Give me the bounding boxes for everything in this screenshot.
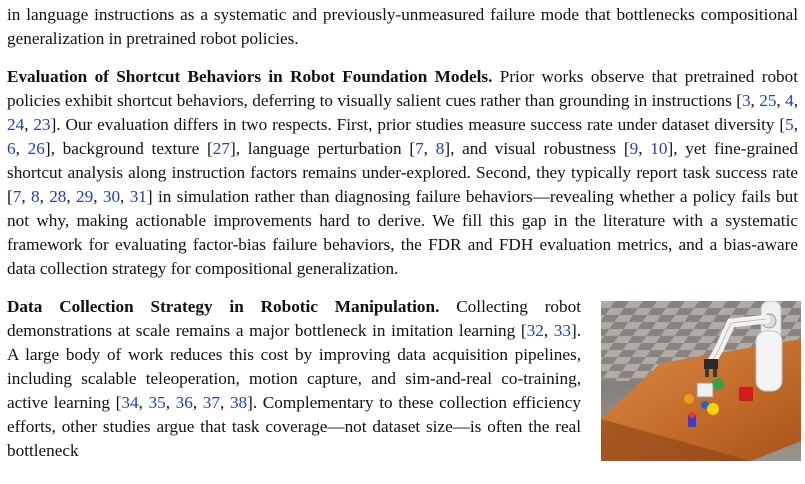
citation-link[interactable]: 29 [76, 187, 94, 206]
citation-link[interactable]: 32 [526, 321, 544, 340]
intro-line-2: compositional generalization in pretrained robot policies. [7, 5, 798, 48]
citation-link[interactable]: 7 [12, 187, 22, 206]
data-collection-paragraph: Data Collection Strategy in Robotic Manipulation. Collecting robot demonstrations at scale remains a major bottleneck in imitation learning [32, 33]. A large body of work reduces this cost by improving data acquisition pipelines, including scalable teleoperation, motion capture, and sim-and-real co-training, active learning [34, 35, 36, 37, 38]. Complementary to these collection efficiency efforts, other studies argue that task coverage—not dataset size—is often the real bottleneck [7, 297, 581, 460]
citation-link[interactable]: 37 [202, 393, 220, 412]
citation-link[interactable]: 8 [435, 139, 445, 158]
shortcut-text-2: ]. Our evaluation differs in two respects. First, prior studies measure success rate under dataset diversity [ [50, 115, 786, 134]
shortcut-text-5: ], and visual robustness [ [444, 139, 630, 158]
shortcut-heading: Evaluation of Shortcut Behaviors in Robot Foundation Models. [7, 67, 493, 86]
citation-link[interactable]: 27 [212, 139, 230, 158]
yellow-ball [707, 403, 719, 415]
shortcut-text-4: ], language perturbation [ [229, 139, 416, 158]
white-box [697, 383, 713, 397]
shortcut-text-1: Prior works observe that pretrained robot policies exhibit shortcut behaviors, deferring to visually salient cues rather than grounding in instructions [ [7, 67, 799, 110]
citation-link[interactable]: 8 [30, 187, 40, 206]
shortcut-text-3: ], background texture [ [44, 139, 213, 158]
data-collection-section [7, 295, 798, 463]
citation-link[interactable]: 28 [49, 187, 67, 206]
citation-link[interactable]: 34 [121, 393, 139, 412]
paper-page [7, 3, 798, 463]
citation-link[interactable]: 4 [785, 91, 794, 110]
data-text-3: ]. Complementary to these collection efficiency efforts, other studies argue that task coverage—not dataset size—is often the real bottleneck [7, 393, 581, 460]
citation-link[interactable]: 6 [7, 139, 16, 158]
red-cube [739, 387, 753, 401]
citation-link[interactable]: 24 [7, 115, 25, 134]
citation-link[interactable]: 25 [759, 91, 777, 110]
orange-ball [684, 394, 694, 404]
citation-link[interactable]: 26 [27, 139, 45, 158]
citation-link[interactable]: 3 [741, 91, 751, 110]
shortcut-paragraph: Evaluation of Shortcut Behaviors in Robot Foundation Models. Prior works observe that pretrained robot policies exhibit shortcut behaviors, deferring to visually salient cues rather than grounding in instructions [3, 25, 4, 24, 23]. Our evaluation differs in two respects. First, prior studies measure success rate under dataset diversity [5, 6, 26], background texture [27], language perturbation [7, 8], and visual robustness [9, 10], yet fine-grained shortcut analysis along instruction factors remains under-explored. Second, they typically report task success rate [7, 8, 28, 29, 30, 31] in simulation rather than diagnosing failure behaviors—revealing whether a policy fails but not why, making actionable improvements hard to derive. We fill this gap in the literature with a systematic framework for evaluating factor-bias failure behaviors, the FDR and FDH evaluation metrics, and a bias-aware data collection strategy for compositional generalization. [7, 67, 799, 278]
data-collection-heading: Data Collection Strategy in Robotic Manipulation. [7, 297, 440, 316]
citation-link[interactable]: 38 [229, 393, 248, 412]
citation-link[interactable]: 35 [148, 393, 166, 412]
data-text-2: ]. A large body of work reduces this cost by improving data acquisition pipelines, including scalable teleoperation, motion capture, and sim-and-real co-training, active learning [ [7, 321, 581, 412]
citation-link[interactable]: 31 [129, 187, 147, 206]
intro-paragraph [7, 3, 798, 51]
citation-link[interactable]: 33 [553, 321, 571, 340]
citation-link[interactable]: 23 [33, 115, 51, 134]
intro-line-1: in language instructions as a systematic and previously-unmeasured failure mode that bottlenecks [7, 5, 695, 24]
shortcut-text-7: ] in simulation rather than diagnosing failure behaviors—revealing whether a policy fails but not why, making actionable improvements hard to derive. We fill this gap in the literature with a systematic framework for evaluating factor-bias failure behaviors, the FDR and FDH evaluation metrics, and a bias-aware data collection strategy for compositional generalization. [7, 187, 799, 278]
citation-link[interactable]: 10 [650, 139, 668, 158]
citation-link[interactable]: 5 [785, 115, 794, 134]
citation-link[interactable]: 7 [415, 139, 424, 158]
citation-link[interactable]: 30 [102, 187, 121, 206]
robot-scene-figure [601, 301, 801, 461]
citation-link[interactable]: 9 [629, 139, 639, 158]
citation-link[interactable]: 36 [175, 393, 193, 412]
shortcut-text-6: ], yet fine-grained shortcut analysis along instruction factors remains under-explored. Second, they typically report task success rate [ [7, 139, 799, 206]
robot-scene-image [601, 301, 801, 461]
data-text-1: Collecting robot demonstrations at scale remains a major bottleneck in imitation learning [ [7, 297, 581, 340]
